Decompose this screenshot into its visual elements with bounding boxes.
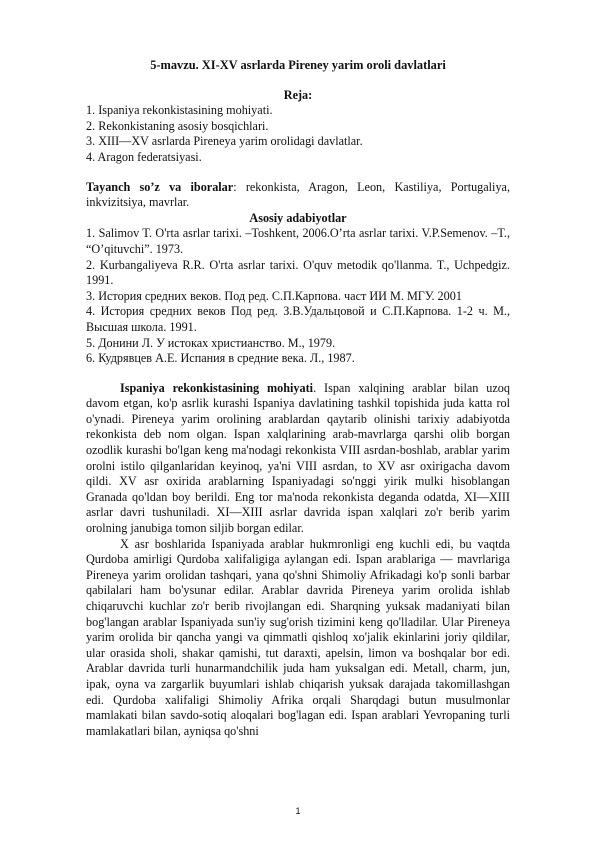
keywords-text: : rekonkista, Aragon, Leon, Kastiliya, Portugaliya, inkvizitsiya, mavrlar. [86,179,510,210]
body-paragraph [86,381,510,537]
page-number: 1 [295,806,301,816]
reference-item: 5. Донини Л. У истоках христианство. М., 1979. [86,335,336,350]
reference-item: 3. История средних веков. Под ред. С.П.Карпова. част ИИ М. МГУ. 2001 [86,288,462,303]
plan-list [86,103,510,165]
reference-item: 2. Kurbangaliyeva R.R. O'rta asrlar tarixi. O'quv metodik qo'llanma. T., Uchpedgiz. 1991. [86,257,510,288]
reference-item: 1. Salimov T. O'rta asrlar tarixi. –Toshkent, 2006.O’rta asrlar tarixi. V.P.Semenov. –T., “O’qituvchi”. 1973. [86,226,510,256]
keywords-label: Tayanch so’z va iboralar [86,179,234,194]
keywords-paragraph [86,180,510,211]
plan-title: Reja: [283,87,313,102]
document-page [86,58,510,739]
document-title: 5-mavzu. XI-XV asrlarda Pireney yarim oroli davlatlari [150,58,446,72]
spacer [86,367,510,381]
plan-item: 3. XIII—XV asrlarda Pireneya yarim orolidagi davlatlar. [86,134,363,149]
reference-item: 4. История средних веков Под ред. З.В.Удальцовой и С.П.Карпова. 1-2 ч. М., Высшая школа. 1991. [86,304,510,334]
body-paragraph: X asr boshlarida Ispaniyada arablar hukmronligi eng kuchli edi, bu vaqtda Qurdoba amirligi Qurdoba xalifaligiga aylangan edi. Ispan arablariga — mavrlariga Pireneya yarim orolidan tashqari, yana qo'shni Shimoliy Afrikadagi ko'p sonli barbar qabilalari ham bo'ysunar edilar. Arablar davrida Pireneya yarim orolida ishlab chiqaruvchi kuchlar zo'r berib rivojlangan edi. Sharqning yuksak madaniyati bilan bog'langan arablar Ispaniyada sun'iy sug'orish tizimini keng qo'lladilar. Ular Pireneya yarim orolida bir qancha yangi va qimmatli qishloq xo'jalik ekinlarini joriy qildilar, ular orasida sholi, shakar qamishi, tut daraxti, apelsin, limon va boshqalar bor edi. Arablar davrida turli hunarmandchilik juda ham yuksalgan edi. Metall, charm, jun, ipak, oyna va zargarlik buyumlari ishlab chiqarish yuksak darajada takomillashgan edi. Qurdoba xalifaligi Shimoliy Afrika orqali Sharqdagi butun musulmonlar mamlakati bilan savdo-sotiq aloqalari bog'lagan edi. Ispan arablari Yevropaning turli mamlakatlari bilan, ayniqsa qo'shni [86,536,510,738]
spacer [86,166,510,180]
plan-item: 4. Aragon federatsiyasi. [86,149,202,164]
paragraph-lead: Ispaniya rekonkistasining mohiyati [120,380,314,395]
paragraph-text: . Ispan xalqining arablar bilan uzoq davom etgan, ko'p asrlik kurashi Ispaniya davlatining tashkil topishida juda katta rol o'ynadi. Pireneya yarim orolining arablardan qaytarib olinishi tarixiy adabiyotda rekonkista deb nom olgan. Ispan xalqlarining arab-mavrlarga qarshi olib borgan ozodlik kurashi bo'lgan keng ma'nodagi rekonkista VIII asrdan-boshlab, arablar yarim orolni istilo qilganlaridan keyinoq, ya'ni VIII asrdan, to XV asr oxirigacha davom qildi. XV asr oxirida arablarning Ispaniyadagi so'nggi yirik mulki hisoblangan Granada qo'ldan boy berildi. Eng tor ma'noda rekonkista deganda odatda, XI—XIII asrlar davri tushuniladi. XI—XIII asrlar davrida ispan xalqlari zo'r berib yarim orolning janubiga tomon siljib borgan edilar. [86,380,510,536]
references-title: Asosiy adabiyotlar [249,210,347,225]
plan-item: 1. Ispaniya rekonkistasining mohiyati. [86,103,273,118]
plan-item: 2. Rekonkistaning asosiy bosqichlari. [86,118,269,133]
references-list [86,226,510,366]
reference-item: 6. Кудрявцев А.Е. Испания в средние века. Л., 1987. [86,351,355,366]
